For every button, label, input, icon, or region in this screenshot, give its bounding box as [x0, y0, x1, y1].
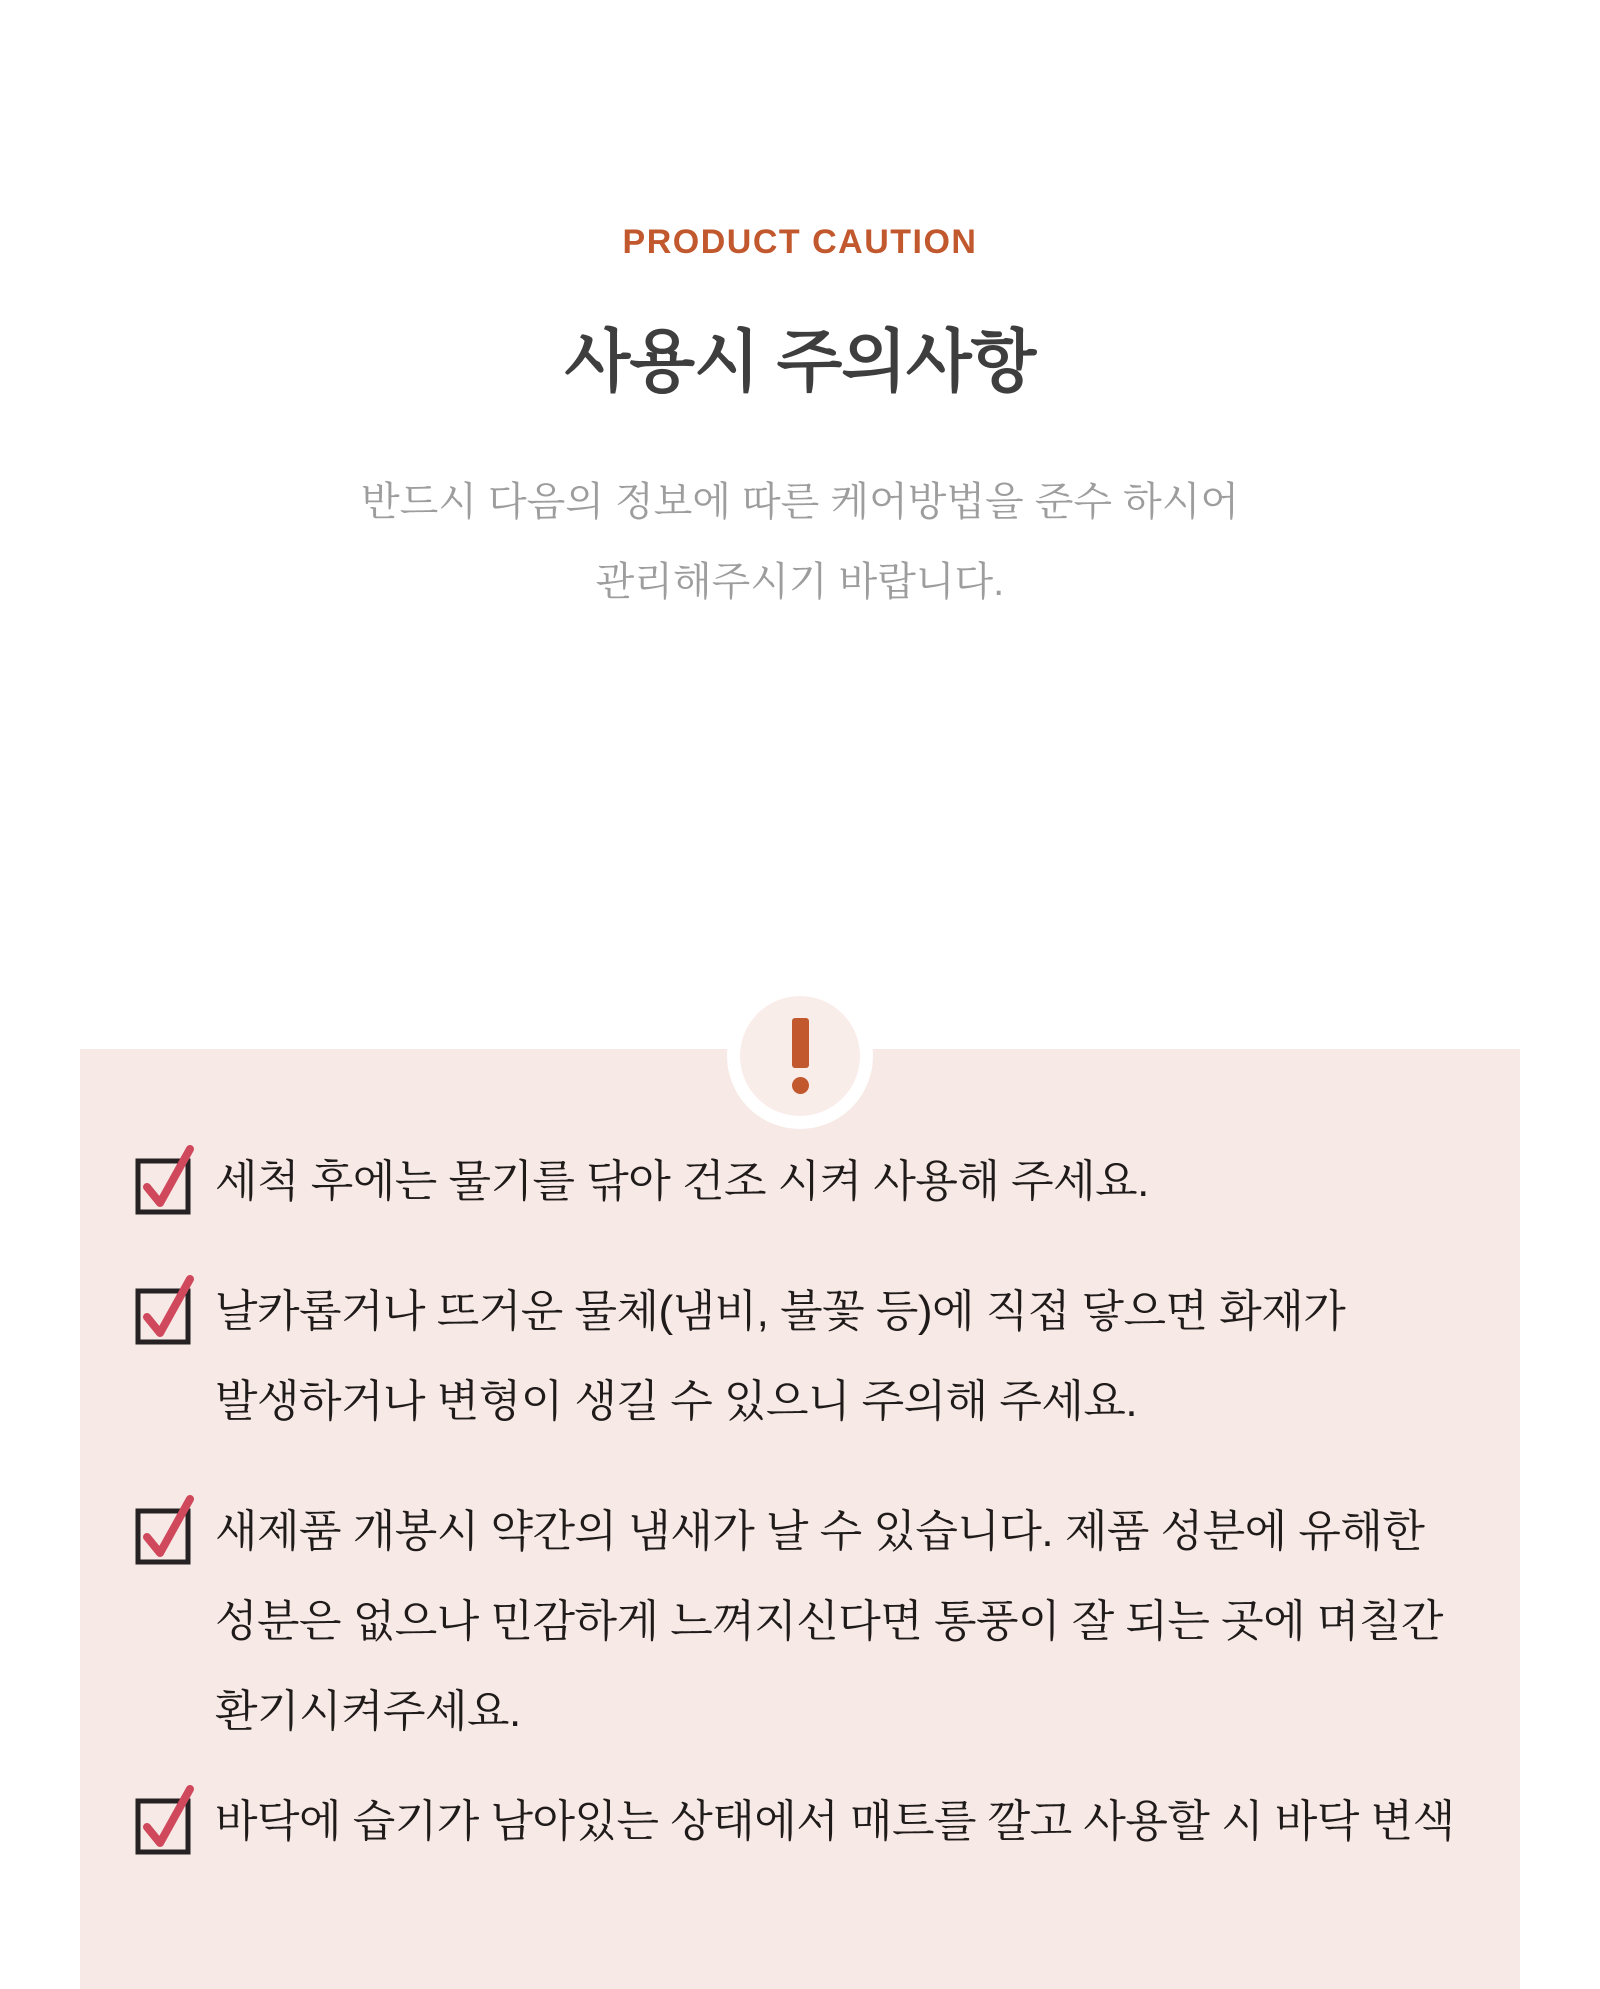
- exclamation-bar: [792, 1018, 809, 1068]
- checkbox-checked-icon: [133, 1779, 195, 1857]
- section-eyebrow: PRODUCT CAUTION: [622, 223, 978, 261]
- caution-item-line: 환기시켜주세요.: [215, 1687, 521, 1736]
- caution-item-line: 바닥에 습기가 남아있는 상태에서 매트를 깔고 사용할 시 바닥 변색: [215, 1797, 1455, 1846]
- caution-item-line: 성분은 없으나 민감하게 느껴지신다면 통풍이 잘 되는 곳에 며칠간: [215, 1597, 1443, 1646]
- checkbox-checked-icon: [133, 1139, 195, 1217]
- caution-list-item: [133, 1777, 1490, 1867]
- caution-list-item: [133, 1487, 1490, 1757]
- caution-header: [0, 222, 1600, 622]
- caution-item-text: [215, 1777, 1455, 1867]
- alert-exclamation-icon: [727, 983, 873, 1129]
- caution-item-line: 날카롭거나 뜨거운 물체(냄비, 불꽃 등)에 직접 닿으면 화재가: [215, 1287, 1346, 1336]
- caution-item-line: 발생하거나 변형이 생길 수 있으니 주의해 주세요.: [215, 1377, 1138, 1426]
- subtitle-line-1: 반드시 다음의 정보에 따른 케어방법을 준수 하시어: [360, 480, 1240, 524]
- caution-item-text: [215, 1137, 1149, 1227]
- caution-item-text: [215, 1487, 1443, 1757]
- exclamation-dot: [792, 1077, 809, 1094]
- caution-panel: [80, 1049, 1520, 1989]
- section-subtitle: [0, 462, 1600, 622]
- caution-list-item: [133, 1267, 1490, 1447]
- subtitle-line-2: 관리해주시기 바랍니다.: [595, 560, 1005, 604]
- checkbox-checked-icon: [133, 1269, 195, 1347]
- caution-list: [80, 1049, 1520, 1867]
- caution-item-line: 세척 후에는 물기를 닦아 건조 시켜 사용해 주세요.: [215, 1157, 1149, 1206]
- caution-item-line: 새제품 개봉시 약간의 냄새가 날 수 있습니다. 제품 성분에 유해한: [215, 1507, 1425, 1556]
- caution-item-text: [215, 1267, 1345, 1447]
- checkbox-checked-icon: [133, 1489, 195, 1567]
- page-title: 사용시 주의사항: [564, 324, 1036, 400]
- caution-list-item: [133, 1137, 1490, 1227]
